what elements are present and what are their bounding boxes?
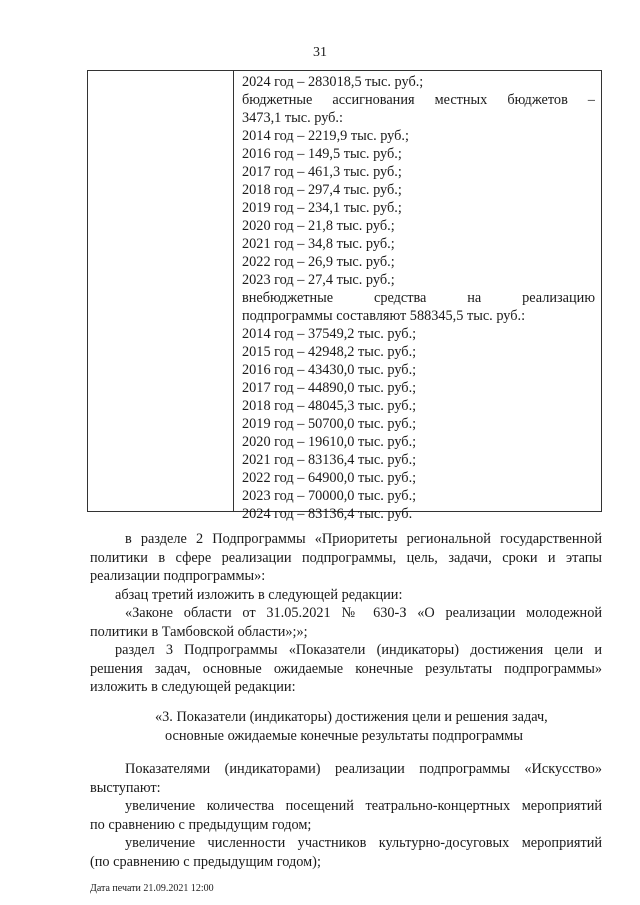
amendment-text-block [90, 530, 602, 697]
table-line: 2016 год – 149,5 тыс. руб.; [242, 146, 402, 162]
paragraph-line: изложить в следующей редакции: [90, 679, 296, 695]
table-line: 2019 год – 50700,0 тыс. руб.; [242, 416, 417, 432]
paragraph-line: увеличение численности участников культурно-досуговых мероприятий [125, 835, 602, 851]
paragraph-line: реализации подпрограммы»: [90, 568, 266, 584]
table-line: 2018 год – 297,4 тыс. руб.; [242, 182, 402, 198]
table-column-divider [233, 71, 234, 511]
table-line: 2021 год – 83136,4 тыс. руб.; [242, 452, 417, 468]
paragraph-line: Показателями (индикаторами) реализации подпрограммы «Искусство» [125, 761, 602, 777]
table-line: 2019 год – 234,1 тыс. руб.; [242, 200, 402, 216]
paragraph-line: по сравнению с предыдущим годом; [90, 816, 312, 833]
paragraph-line: увеличение количества посещений театрально-концертных мероприятий [125, 798, 602, 814]
table-line: 2014 год – 2219,9 тыс. руб.; [242, 128, 409, 144]
table-line: подпрограммы составляют 588345,5 тыс. руб.: [242, 308, 526, 324]
table-line: внебюджетные средства на реализацию [242, 290, 595, 306]
paragraph-line: абзац третий изложить в следующей редакции: [115, 586, 403, 603]
table-line: 2015 год – 42948,2 тыс. руб.; [242, 344, 417, 360]
table-right-cell [242, 73, 595, 523]
indicators-text-block [90, 760, 602, 871]
paragraph-line: (по сравнению с предыдущим годом); [90, 853, 321, 870]
paragraph-line: раздел 3 Подпрограммы «Показатели (индикаторы) достижения цели и [115, 642, 602, 658]
heading-line: «3. Показатели (индикаторы) достижения цели и решения задач, [155, 709, 548, 725]
table-line: 2022 год – 26,9 тыс. руб.; [242, 254, 395, 270]
table-line: 2022 год – 64900,0 тыс. руб.; [242, 470, 417, 486]
table-line: 2020 год – 19610,0 тыс. руб.; [242, 434, 417, 450]
page-number: 31 [313, 45, 327, 60]
table-line: 2017 год – 44890,0 тыс. руб.; [242, 380, 417, 396]
paragraph-line: решения задач, основные ожидаемые конечные результаты подпрограммы» [90, 660, 602, 677]
table-line: 2023 год – 70000,0 тыс. руб.; [242, 488, 417, 504]
table-line: 2016 год – 43430,0 тыс. руб.; [242, 362, 417, 378]
table-line: 2024 год – 283018,5 тыс. руб.; [242, 74, 424, 90]
paragraph-line: «Законе области от 31.05.2021 № 630-З «О реализации молодежной [125, 605, 602, 621]
paragraph-line: политики в сфере реализации подпрограммы, цель, задачи, сроки и этапы [90, 549, 602, 566]
table-line: 2024 год – 83136,4 тыс. руб. [242, 506, 413, 522]
table-line: 2021 год – 34,8 тыс. руб.; [242, 236, 395, 252]
table-line: 2020 год – 21,8 тыс. руб.; [242, 218, 395, 234]
table-line: 2018 год – 48045,3 тыс. руб.; [242, 398, 417, 414]
paragraph-line: политики в Тамбовской области»;»; [90, 623, 308, 640]
heading-line: основные ожидаемые конечные результаты подпрограммы [165, 727, 523, 744]
print-date-footer: Дата печати 21.09.2021 12:00 [90, 883, 214, 894]
table-line: 2023 год – 27,4 тыс. руб.; [242, 272, 395, 288]
paragraph-line: выступают: [90, 779, 161, 796]
section-heading [155, 708, 580, 745]
budget-table [87, 70, 602, 522]
table-line: бюджетные ассигнования местных бюджетов – [242, 92, 595, 108]
table-line: 2014 год – 37549,2 тыс. руб.; [242, 326, 417, 342]
table-line: 3473,1 тыс. руб.: [242, 110, 343, 126]
table-line: 2017 год – 461,3 тыс. руб.; [242, 164, 402, 180]
paragraph-line: в разделе 2 Подпрограммы «Приоритеты региональной государственной [125, 531, 602, 547]
